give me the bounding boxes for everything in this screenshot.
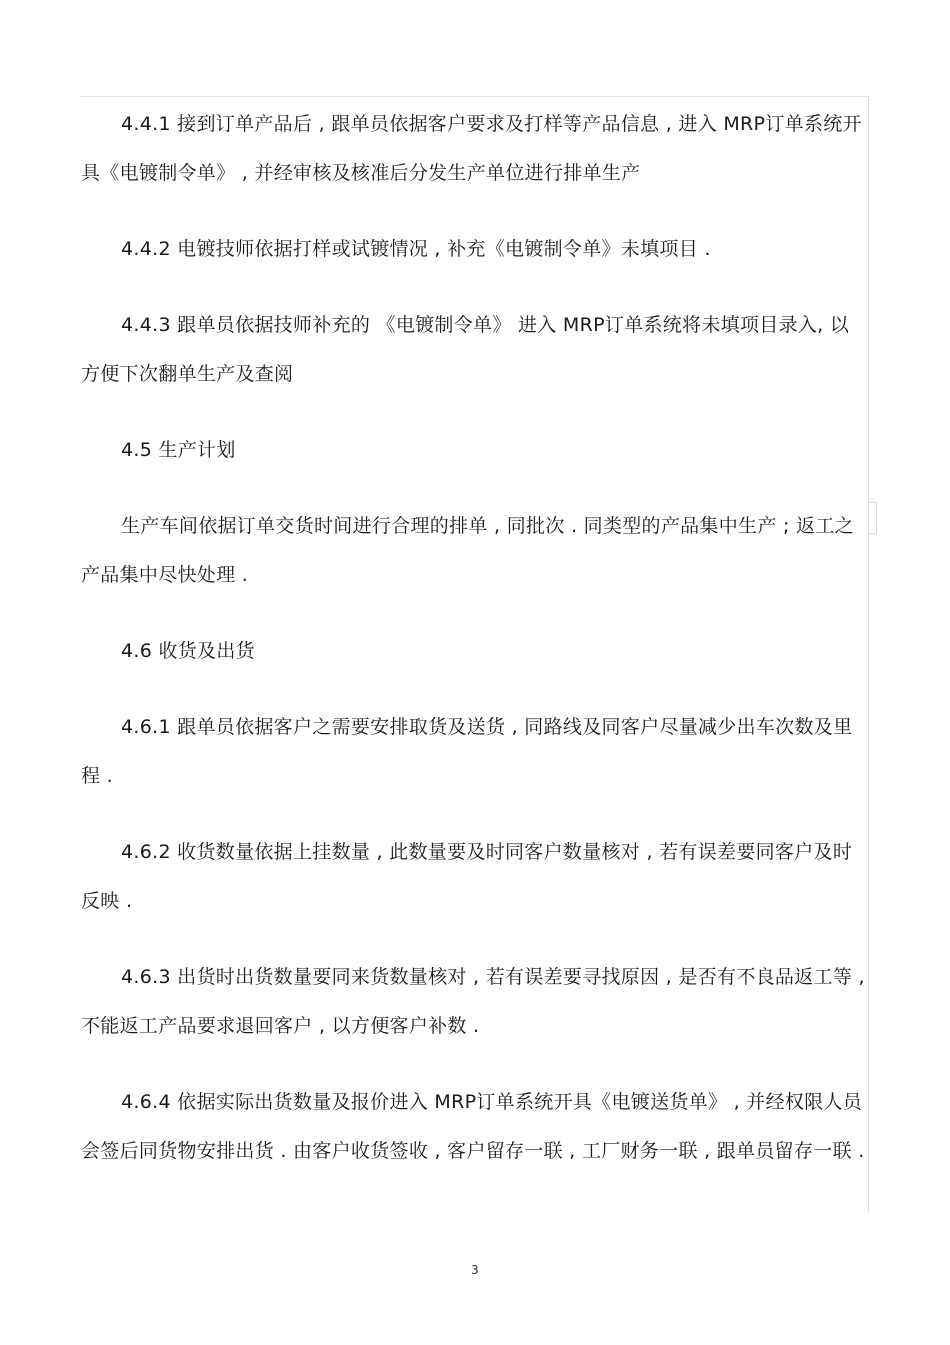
heading-4-6: 4.6 收货及出货 (121, 640, 255, 662)
paragraph-4-4-2: 4.4.2 电镀技师依据打样或试镀情况 , 补充《电镀制令单》未填项目 . (121, 238, 711, 260)
paragraph-4-6-2: 4.6.2 收货数量依据上挂数量 , 此数量要及时同客户数量核对 , 若有误差要同客户及时反映 . (81, 841, 853, 912)
margin-mark (868, 502, 877, 534)
paragraph-production-plan: 生产车间依据订单交货时间进行合理的排单 , 同批次 . 同类型的产品集中生产 ; 返工之产品集中尽快处理 . (81, 515, 854, 586)
paragraph-4-4-1: 4.4.1 接到订单产品后 , 跟单员依据客户要求及打样等产品信息 , 进入 MRP订单系统开具《电镀制令单》 , 并经审核及核准后分发生产单位进行排单生产 (81, 113, 862, 184)
right-rule (868, 96, 869, 1212)
page-number: 3 (471, 1263, 479, 1277)
heading-4-5: 4.5 生产计划 (121, 439, 236, 461)
paragraph-4-4-3: 4.4.3 跟单员依据技师补充的 《电镀制令单》 进入 MRP订单系统将未填项目录入, 以方便下次翻单生产及查阅 (81, 314, 850, 385)
paragraph-4-6-1: 4.6.1 跟单员依据客户之需要安排取货及送货 , 同路线及同客户尽量减少出车次数及里程 . (81, 716, 853, 787)
top-rule (80, 96, 868, 97)
paragraph-4-6-4: 4.6.4 依据实际出货数量及报价进入 MRP订单系统开具《电镀送货单》 , 并经权限人员会签后同货物安排出货 . 由客户收货签收 , 客户留存一联 , 工厂财务一联 , 跟单员留存一联 . (81, 1091, 865, 1162)
document-body (81, 100, 866, 1203)
paragraph-4-6-3: 4.6.3 出货时出货数量要同来货数量核对 , 若有误差要寻找原因 , 是否有不良品返工等 , 不能返工产品要求退回客户 , 以方便客户补数 . (81, 966, 865, 1037)
